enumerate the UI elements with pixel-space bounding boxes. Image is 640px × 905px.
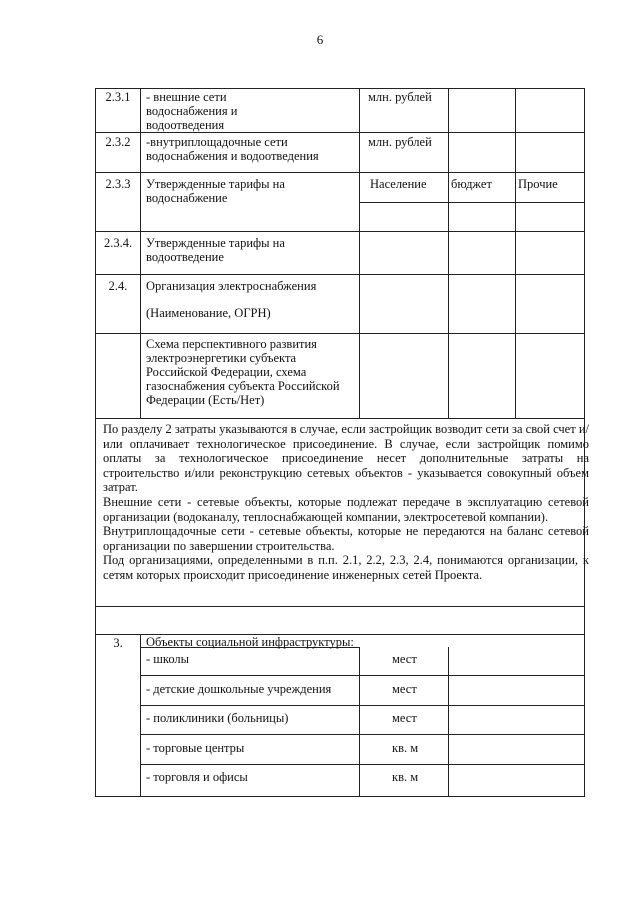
- row-name: Организация электроснабжения: [146, 279, 317, 293]
- table-border-left: [95, 88, 96, 797]
- item-name: - поликлиники (больницы): [146, 711, 289, 725]
- col-divider: [359, 647, 360, 797]
- row-divider: [95, 172, 585, 173]
- row-divider: [95, 274, 585, 275]
- item-unit: кв. м: [392, 770, 419, 784]
- item-name: - торговля и офисы: [146, 770, 248, 784]
- explanatory-note: [103, 422, 589, 583]
- row-divider: [359, 202, 585, 203]
- col-divider: [515, 88, 516, 418]
- page-number: 6: [316, 32, 324, 47]
- col-divider: [359, 88, 360, 418]
- item-unit: мест: [392, 682, 417, 696]
- row-code: 2.3.2: [105, 135, 131, 149]
- item-name: - торговые центры: [146, 741, 245, 755]
- note-paragraph: Внутриплощадочные сети - сетевые объекты, которые не передаются на баланс сетевой организации по завершении строительства.: [103, 524, 589, 553]
- col-divider: [140, 634, 141, 796]
- tariff-population-header: Население: [370, 177, 427, 191]
- row-divider: [95, 606, 585, 607]
- col-divider: [448, 88, 449, 418]
- section-code: 3.: [113, 636, 123, 650]
- item-name: - детские дошкольные учреждения: [146, 682, 332, 696]
- row-name: -внутриплощадочные сети водоснабжения и водоотведения: [146, 135, 319, 163]
- row-name: - внешние сети водоснабжения и водоотведения: [146, 90, 238, 132]
- section-title: Объекты социальной инфраструктуры:: [146, 635, 354, 649]
- row-code: 2.3.3: [105, 177, 131, 191]
- row-name: Утвержденные тарифы на водоснабжение: [146, 177, 285, 205]
- item-unit: мест: [392, 652, 417, 666]
- item-unit: кв. м: [392, 741, 419, 755]
- row-divider: [140, 764, 585, 765]
- row-unit: млн. рублей: [368, 135, 432, 149]
- row-code: 2.4.: [108, 279, 128, 293]
- col-divider: [140, 88, 141, 418]
- row-divider: [95, 231, 585, 232]
- row-code: 2.3.1: [105, 90, 131, 104]
- row-divider: [95, 132, 585, 133]
- tariff-budget-header: бюджет: [451, 177, 492, 191]
- row-subtitle: (Наименование, ОГРН): [146, 306, 271, 320]
- item-unit: мест: [392, 711, 417, 725]
- note-paragraph: Внешние сети - сетевые объекты, которые подлежат передаче в эксплуатацию сетевой организации (водоканалу, теплоснабжающей компании, электросетевой компании).: [103, 494, 589, 524]
- row-code: 2.3.4.: [103, 236, 133, 250]
- table-border-bottom: [95, 796, 585, 797]
- row-divider: [140, 734, 585, 735]
- table-border-top: [95, 88, 585, 89]
- col-divider: [448, 647, 449, 797]
- row-name: Утвержденные тарифы на водоотведение: [146, 236, 285, 264]
- row-divider: [140, 705, 585, 706]
- row-divider: [95, 418, 585, 419]
- row-divider: [140, 675, 585, 676]
- row-unit: млн. рублей: [368, 90, 432, 104]
- note-paragraph: Под организациями, определенными в п.п. 2.1, 2.2, 2.3, 2.4, понимаются организации, к сетям которых происходит присоединение инженерных сетей Проекта.: [103, 553, 589, 582]
- note-paragraph: По разделу 2 затраты указываются в случае, если застройщик возводит сети за свой счет и/или оплачивает технологическое присоединение. В случае, если застройщик помимо оплаты за технологическое присоединение несет дополнительные затраты на строительство и/или реконструкцию сетевых объектов - указывается совокупный объем затрат.: [103, 422, 589, 495]
- tariff-other-header: Прочие: [518, 177, 558, 191]
- row-divider: [95, 333, 585, 334]
- row-name: Схема перспективного развития электроэнергетики субъекта Российской Федерации, схема газоснабжения субъекта Российской Федерации (Есть/Нет): [146, 337, 340, 407]
- item-name: - школы: [146, 652, 190, 666]
